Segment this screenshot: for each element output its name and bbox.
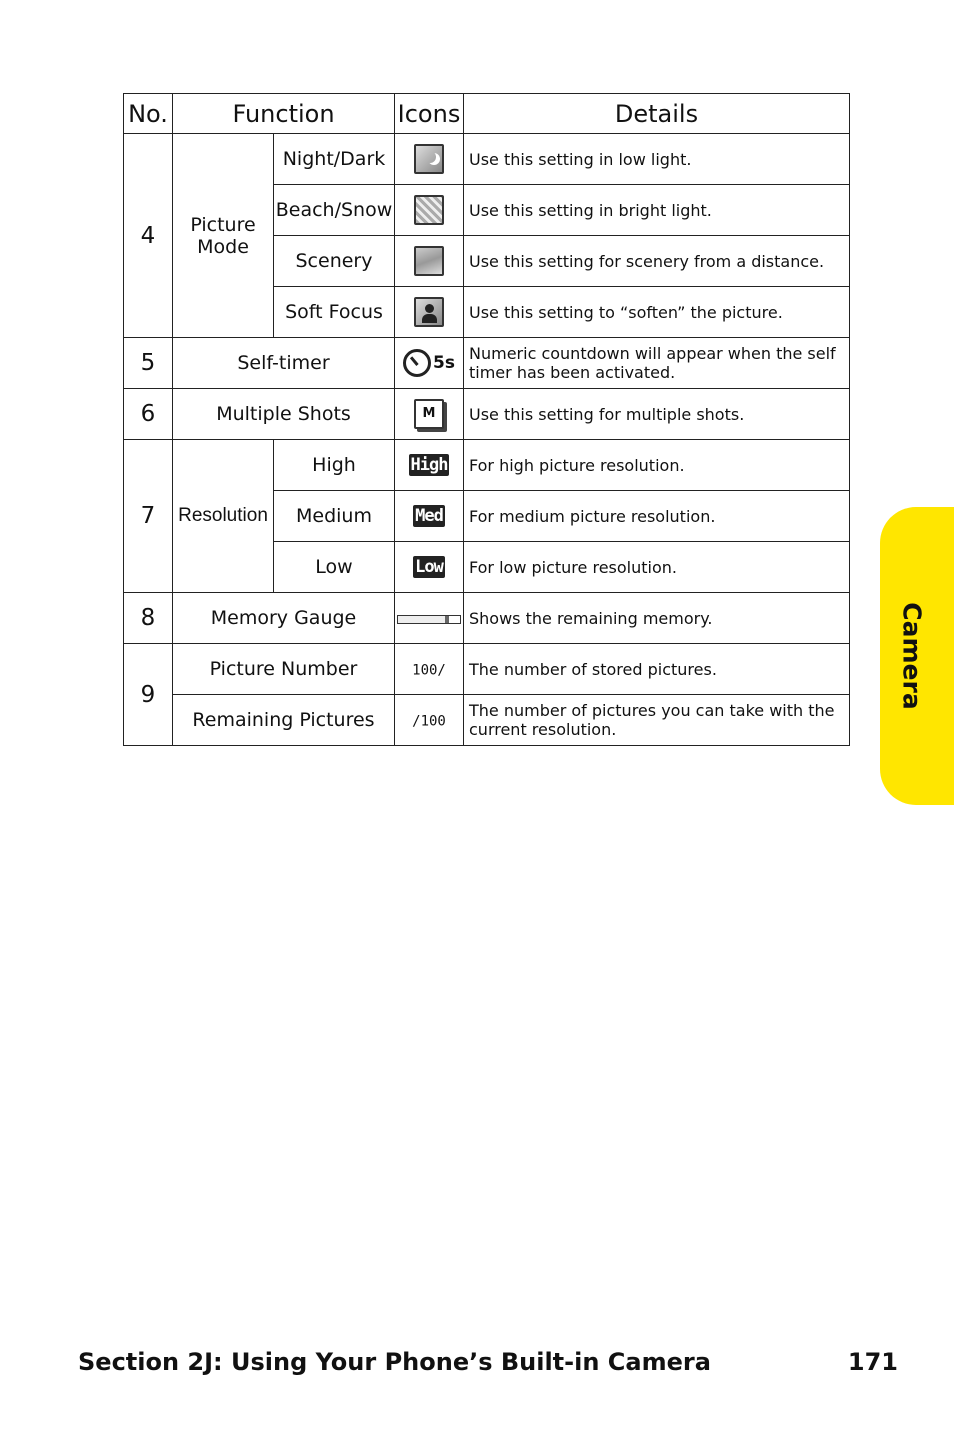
function-name: Night/Dark xyxy=(274,134,395,185)
function-name: Self-timer xyxy=(173,338,395,389)
row-number: 9 xyxy=(124,644,173,746)
function-name: Picture Number xyxy=(173,644,395,695)
picture-mode-label xyxy=(173,134,274,338)
table-row xyxy=(124,644,850,695)
table-row xyxy=(124,389,850,440)
table-row xyxy=(124,593,850,644)
details-text: For low picture resolution. xyxy=(464,542,850,593)
details-text: Use this setting in bright light. xyxy=(464,185,850,236)
details-text: For high picture resolution. xyxy=(464,440,850,491)
table-row xyxy=(124,695,850,746)
row-number: 6 xyxy=(124,389,173,440)
high-resolution-icon: High xyxy=(410,455,448,475)
timer-dial-icon xyxy=(403,349,431,377)
details-text: The number of stored pictures. xyxy=(464,644,850,695)
resolution-label: Resolution xyxy=(173,440,274,593)
details-text: Use this setting in low light. xyxy=(464,134,850,185)
details-text: Shows the remaining memory. xyxy=(464,593,850,644)
header-function: Function xyxy=(173,94,395,134)
table-header-row xyxy=(124,94,850,134)
function-name: Scenery xyxy=(274,236,395,287)
function-name: High xyxy=(274,440,395,491)
header-no: No. xyxy=(124,94,173,134)
multiple-shots-icon: M xyxy=(414,399,444,429)
function-name: Remaining Pictures xyxy=(173,695,395,746)
details-text: For medium picture resolution. xyxy=(464,491,850,542)
section-tab-label: Camera xyxy=(897,602,927,710)
table-row xyxy=(124,134,850,185)
row-number: 5 xyxy=(124,338,173,389)
function-name: Low xyxy=(274,542,395,593)
picture-mode-label-line1: Picture xyxy=(190,213,256,236)
function-name: Soft Focus xyxy=(274,287,395,338)
row-number: 7 xyxy=(124,440,173,593)
table-row xyxy=(124,338,850,389)
row-number: 4 xyxy=(124,134,173,338)
details-text: Use this setting for scenery from a distance. xyxy=(464,236,850,287)
footer-section-title: Section 2J: Using Your Phone’s Built-in Camera xyxy=(78,1348,711,1376)
details-text: Numeric countdown will appear when the self timer has been activated. xyxy=(464,338,850,389)
picture-mode-label-line2: Mode xyxy=(197,235,249,258)
footer-page-number: 171 xyxy=(847,1348,898,1376)
soft-focus-icon xyxy=(414,297,444,327)
function-name: Beach/Snow xyxy=(274,185,395,236)
camera-settings-table xyxy=(123,93,850,746)
memory-gauge-icon xyxy=(397,615,461,624)
function-name: Medium xyxy=(274,491,395,542)
details-text: Use this setting for multiple shots. xyxy=(464,389,850,440)
timer-value: 5s xyxy=(433,353,455,373)
function-name: Multiple Shots xyxy=(173,389,395,440)
memory-gauge-fill xyxy=(398,616,449,623)
table-row xyxy=(124,440,850,491)
low-resolution-icon: Low xyxy=(415,557,443,577)
header-icons: Icons xyxy=(395,94,464,134)
scenery-icon xyxy=(414,246,444,276)
remaining-pictures-icon: /100 xyxy=(412,713,446,729)
self-timer-icon xyxy=(403,349,455,377)
night-dark-icon xyxy=(414,144,444,174)
header-details: Details xyxy=(464,94,850,134)
beach-snow-icon xyxy=(414,195,444,225)
row-number: 8 xyxy=(124,593,173,644)
details-text: Use this setting to “soften” the picture. xyxy=(464,287,850,338)
picture-number-icon: 100/ xyxy=(412,662,446,678)
details-text: The number of pictures you can take with the current resolution. xyxy=(464,695,850,746)
function-name: Memory Gauge xyxy=(173,593,395,644)
medium-resolution-icon: Med xyxy=(415,506,443,526)
